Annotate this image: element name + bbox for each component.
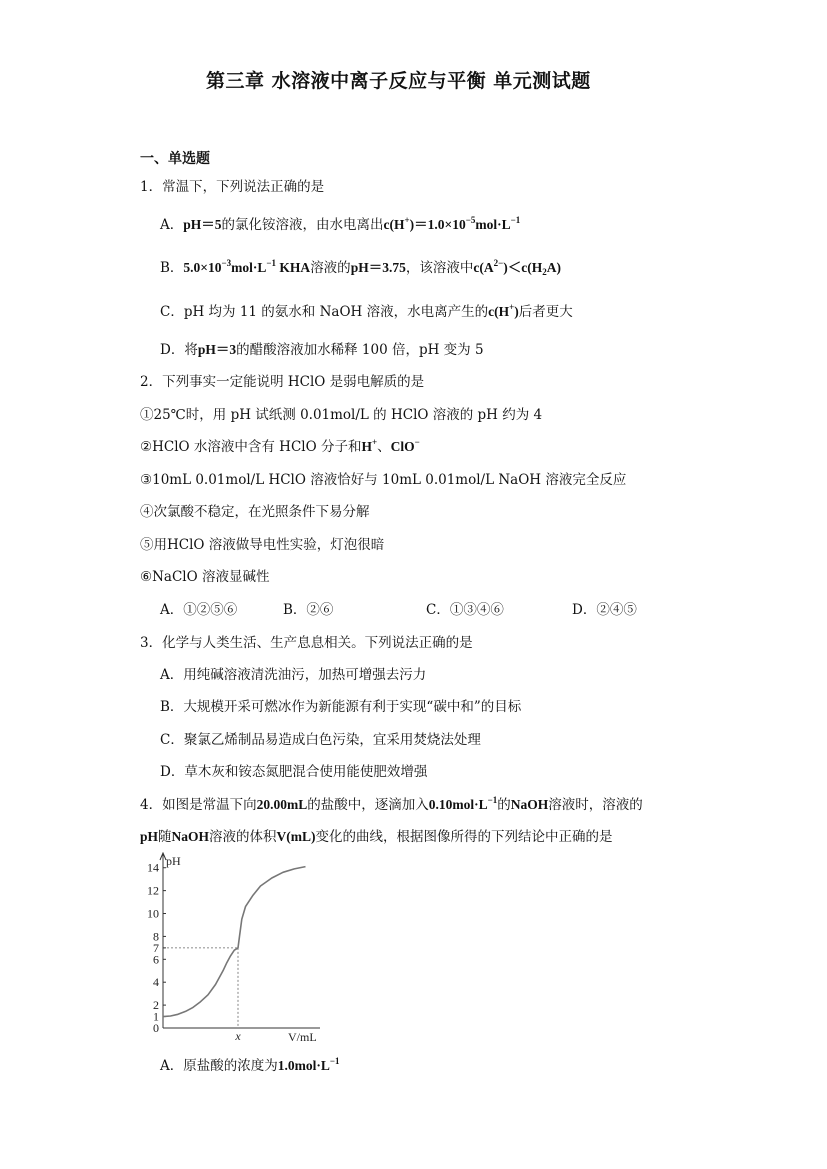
q2-option-a[interactable]: A．①②⑤⑥	[160, 602, 238, 618]
y-tick-label: 1	[153, 1009, 159, 1024]
q2-option-d[interactable]: D．②④⑤	[572, 602, 637, 618]
x-tick-label: x	[235, 1029, 241, 1042]
q2-statement-2: ②HClO 水溶液中含有 HClO 分子和H+、ClO−	[140, 437, 420, 455]
q1-stem: 1．常温下，下列说法正确的是	[140, 179, 325, 195]
y-tick-label: 8	[153, 929, 159, 944]
chart-series	[163, 867, 306, 1017]
y-axis-label: pH	[166, 854, 181, 868]
q3-option-a[interactable]: A．用纯碱溶液清洗油污，加热可增强去污力	[160, 667, 427, 683]
y-tick-label: 6	[153, 952, 159, 967]
q1-option-a[interactable]: A．pH＝5的氯化铵溶液，由水电离出$c(H^+)=1.0\times 10^{-5}mol\cdot L^{-1}$	[160, 215, 521, 233]
q3-option-b[interactable]: B．大规模开采可燃冰作为新能源有利于实现“碳中和”的目标	[160, 699, 522, 715]
y-tick-label: 14	[147, 860, 159, 875]
ph-curve	[163, 867, 306, 1017]
y-tick-label: 12	[147, 883, 159, 898]
y-tick-label: 0	[153, 1021, 159, 1035]
y-tick-label: 10	[147, 906, 159, 921]
q1-option-c[interactable]: C．pH 均为 11 的氨水和 NaOH 溶液，水电离产生的c(H+)后者更大	[160, 302, 573, 320]
q3-stem: 3．化学与人类生活、生产息息相关。下列说法正确的是	[140, 635, 473, 651]
q2-statement-1: ①25℃时，用 pH 试纸测 0.01mol/L 的 HClO 溶液的 pH 约为 4	[140, 407, 543, 423]
q2-statement-5: ⑤用HClO 溶液做导电性实验，灯泡很暗	[140, 537, 385, 553]
q2-statement-4: ④次氯酸不稳定，在光照条件下易分解	[140, 504, 370, 520]
q3-option-c[interactable]: C．聚氯乙烯制品易造成白色污染，宜采用焚烧法处理	[160, 732, 481, 748]
chart-ticks	[147, 861, 241, 1042]
y-tick-label: 7	[153, 940, 159, 955]
q2-statement-3: ③10mL 0.01mol/L HClO 溶液恰好与 10mL 0.01mol/L NaOH 溶液完全反应	[140, 472, 627, 488]
x-axis-label: V/mL	[288, 1030, 317, 1042]
q2-option-c[interactable]: C．①③④⑥	[426, 602, 504, 618]
q2-option-b[interactable]: B．②⑥	[283, 602, 334, 618]
ph-titration-chart	[140, 852, 340, 1042]
chart-guides	[163, 948, 238, 1028]
q1-option-b[interactable]: B．$5.0\times 10^{-3}mol\cdot L^{-1}$ KHA溶液的pH＝3.75，该溶液中$c(A^{2-})<c(H_2A)$	[160, 258, 561, 277]
y-tick-label: 2	[153, 998, 159, 1013]
q1-option-d[interactable]: D．将pH＝3的醋酸溶液加水稀释 100 倍，pH 变为 5	[160, 342, 484, 358]
q4-stem-line1: 4．如图是常温下向20.00mL的盐酸中，逐滴加入$0.10mol\cdot L^{-1}$的NaOH溶液时，溶液的	[140, 795, 643, 813]
q4-stem-line2: pH随NaOH溶液的体积V(mL)变化的曲线，根据图像所得的下列结论中正确的是	[140, 829, 613, 845]
q4-option-a[interactable]: A．原盐酸的浓度为$1.0mol\cdot L^{-1}$	[160, 1056, 340, 1074]
page-title: 第三章 水溶液中离子反应与平衡 单元测试题	[206, 70, 591, 92]
q2-stem: 2．下列事实一定能说明 HClO 是弱电解质的是	[140, 374, 425, 390]
section-heading: 一、单选题	[140, 151, 210, 167]
y-tick-label: 4	[153, 975, 159, 990]
q2-statement-6: ⑥NaClO 溶液显碱性	[140, 569, 270, 585]
q3-option-d[interactable]: D．草木灰和铵态氮肥混合使用能使肥效增强	[160, 764, 428, 780]
